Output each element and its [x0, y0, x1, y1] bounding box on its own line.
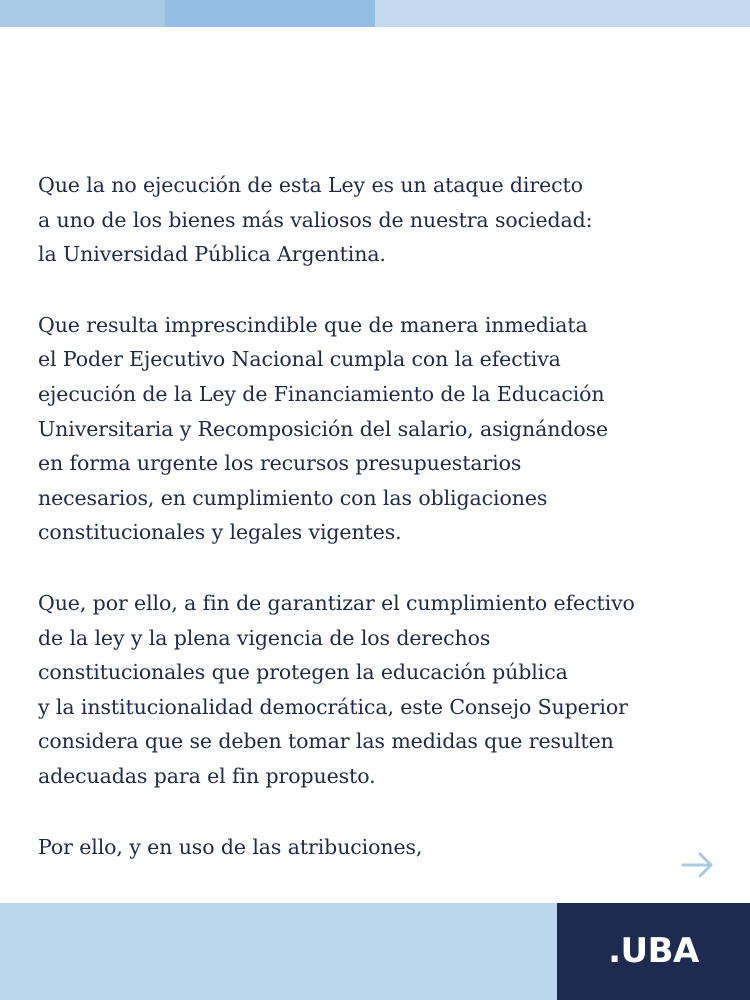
paragraph-4: [38, 830, 728, 865]
paragraph-1: [38, 168, 728, 272]
arrow-right-icon-graphic: [680, 850, 716, 880]
text-line: en forma urgente los recursos presupuestarios: [38, 451, 522, 476]
text-line: necesarios, en cumplimiento con las obligaciones: [38, 485, 548, 510]
top-bar-segment-3: [375, 0, 750, 27]
text-line: el Poder Ejecutivo Nacional cumpla con la efectiva: [38, 347, 561, 372]
text-line: a uno de los bienes más valiosos de nuestra sociedad:: [38, 207, 593, 232]
uba-logo: [557, 903, 750, 1000]
arrow-right-icon[interactable]: [680, 850, 716, 880]
text-line: la Universidad Pública Argentina.: [38, 242, 386, 267]
text-line: Universitaria y Recomposición del salario, asignándose: [38, 416, 609, 441]
text-line: constitucionales que protegen la educación pública: [38, 660, 568, 685]
top-bar-segment-2: [165, 0, 375, 27]
text-line: Por ello, y en uso de las atribuciones,: [38, 834, 423, 859]
text-line: de la ley y la plena vigencia de los derechos: [38, 625, 491, 650]
paragraph-2: [38, 308, 728, 550]
top-bar-segment-1: [0, 0, 165, 27]
text-line: Que, por ello, a fin de garantizar el cumplimiento efectivo: [38, 590, 635, 615]
text-line: adecuadas para el fin propuesto.: [38, 763, 376, 788]
document-body: [38, 168, 728, 900]
top-decorative-bar: [0, 0, 750, 27]
text-line: considera que se deben tomar las medidas que resulten: [38, 729, 614, 754]
uba-logo-text: .UBA: [608, 931, 699, 971]
text-line: ejecución de la Ley de Financiamiento de la Educación: [38, 381, 605, 406]
text-line: Que la no ejecución de esta Ley es un ataque directo: [38, 173, 583, 197]
paragraph-3: [38, 586, 728, 794]
text-line: Que resulta imprescindible que de manera inmediata: [38, 312, 588, 337]
text-line: constitucionales y legales vigentes.: [38, 520, 402, 545]
text-line: y la institucionalidad democrática, este Consejo Superior: [38, 694, 628, 719]
